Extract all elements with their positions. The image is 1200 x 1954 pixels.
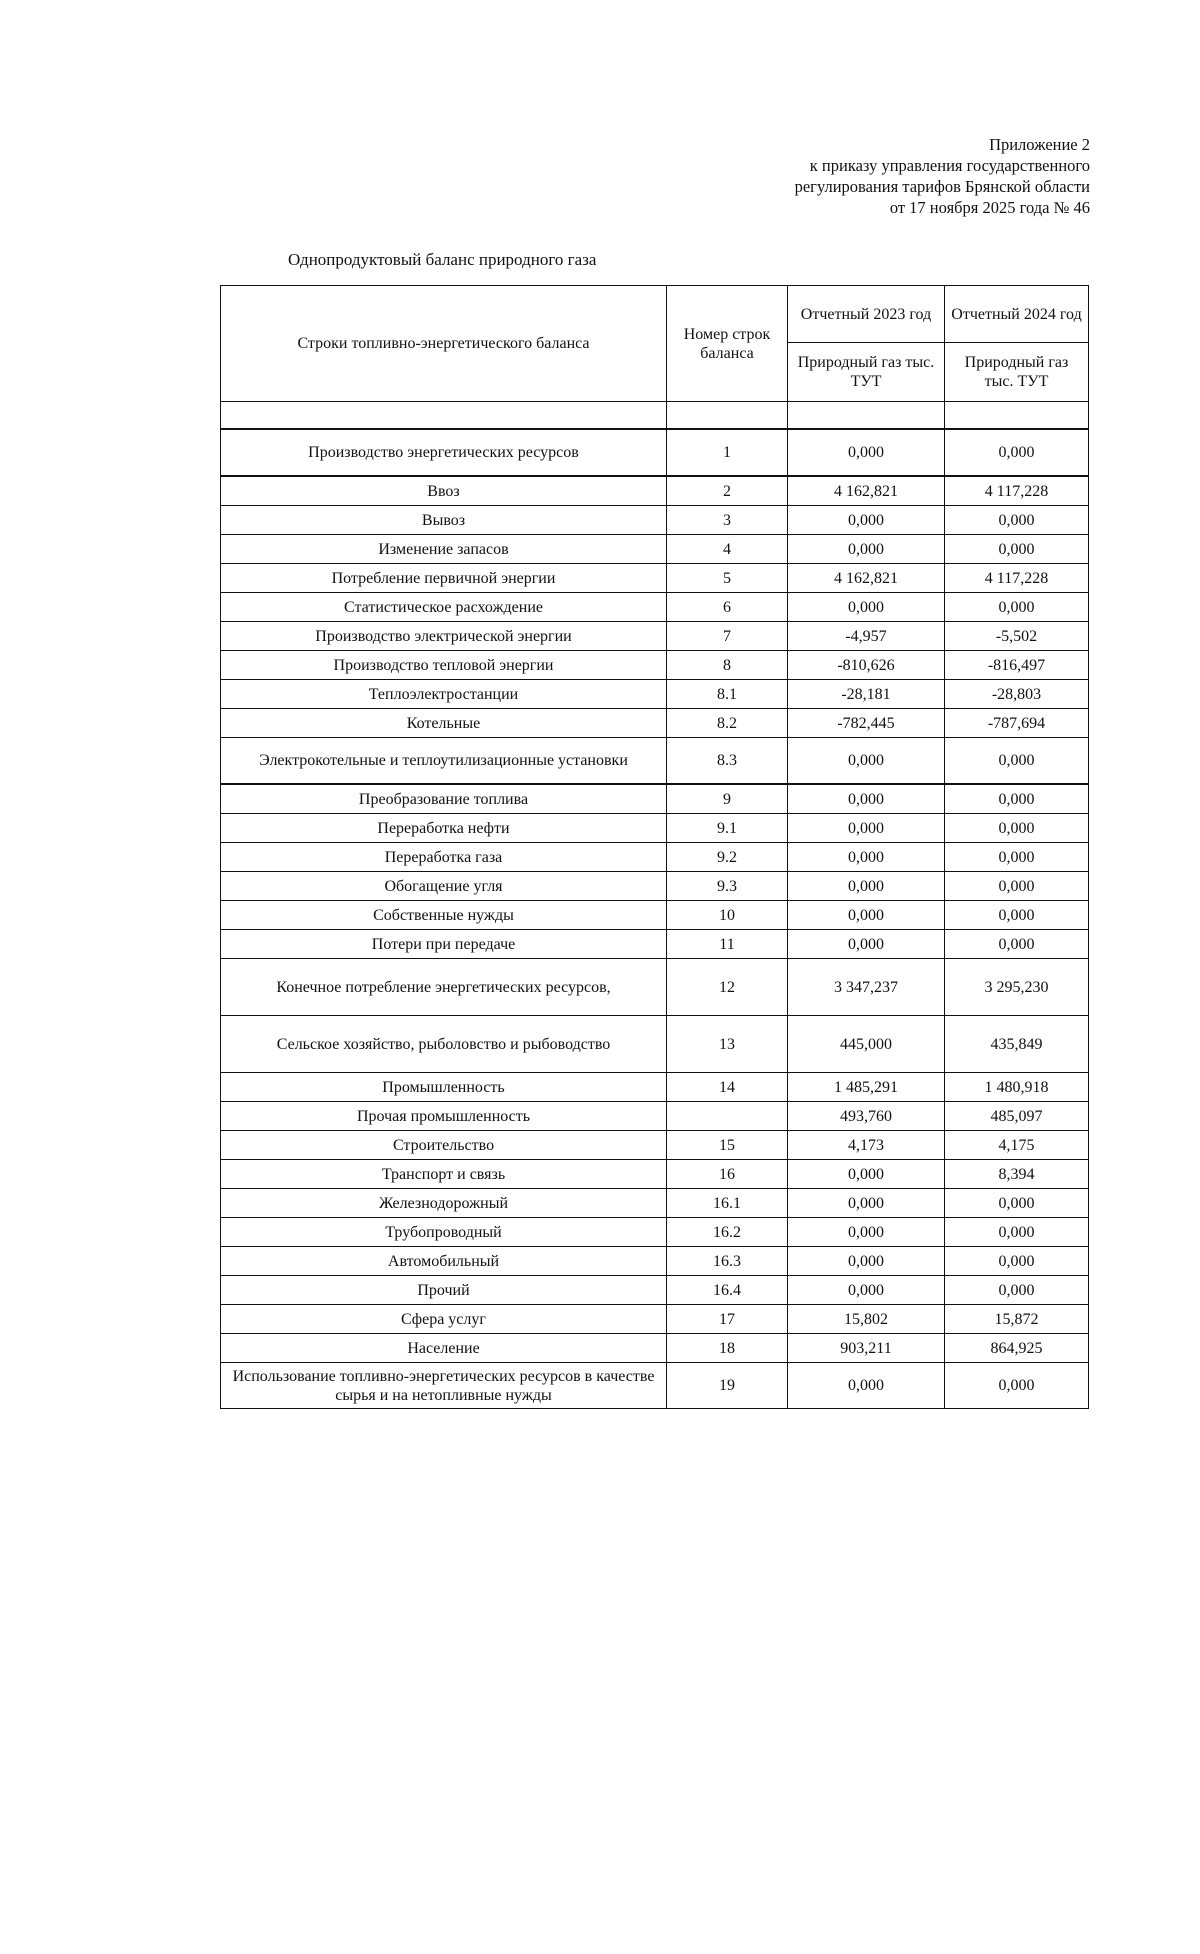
value-2024: 15,872	[945, 1305, 1089, 1334]
table-row	[221, 1016, 1089, 1073]
row-name: Автомобильный	[221, 1247, 667, 1276]
table-row	[221, 651, 1089, 680]
value-2024: 0,000	[945, 738, 1089, 785]
table-row	[221, 680, 1089, 709]
value-2024: 0,000	[945, 535, 1089, 564]
table-title: Однопродуктовый баланс природного газа	[288, 250, 597, 269]
value-2023: 0,000	[788, 1276, 945, 1305]
row-name: Железнодорожный	[221, 1189, 667, 1218]
table-row	[221, 1073, 1089, 1102]
row-name: Потребление первичной энергии	[221, 564, 667, 593]
column-header-rows: Строки топливно-энергетического баланса	[221, 286, 667, 402]
row-number: 8.3	[667, 738, 788, 785]
value-2024: 0,000	[945, 1189, 1089, 1218]
row-name: Собственные нужды	[221, 901, 667, 930]
value-2024: 0,000	[945, 1276, 1089, 1305]
table-row	[221, 1218, 1089, 1247]
row-number: 1	[667, 429, 788, 476]
value-2023: 0,000	[788, 901, 945, 930]
value-2024: 0,000	[945, 814, 1089, 843]
row-number: 9.2	[667, 843, 788, 872]
value-2024: 0,000	[945, 901, 1089, 930]
row-name: Статистическое расхождение	[221, 593, 667, 622]
row-number: 7	[667, 622, 788, 651]
table-row	[221, 901, 1089, 930]
column-subheader-2023: Природный газ тыс. ТУТ	[788, 343, 945, 402]
value-2023: 1 485,291	[788, 1073, 945, 1102]
header-line: к приказу управления государственного	[809, 156, 1090, 175]
row-number: 18	[667, 1334, 788, 1363]
row-name: Производство электрической энергии	[221, 622, 667, 651]
header-line: от 17 ноября 2025 года № 46	[889, 198, 1090, 217]
table-row	[221, 1363, 1089, 1409]
table-row	[221, 1131, 1089, 1160]
value-2023: -782,445	[788, 709, 945, 738]
row-number: 4	[667, 535, 788, 564]
value-2024: 0,000	[945, 930, 1089, 959]
row-name: Производство тепловой энергии	[221, 651, 667, 680]
row-name: Изменение запасов	[221, 535, 667, 564]
value-2024: 0,000	[945, 593, 1089, 622]
value-2023: 0,000	[788, 784, 945, 814]
row-number: 16	[667, 1160, 788, 1189]
value-2023: 903,211	[788, 1334, 945, 1363]
table-row	[221, 843, 1089, 872]
table-row	[221, 593, 1089, 622]
table-row	[221, 622, 1089, 651]
table-row	[221, 429, 1089, 476]
table-row	[221, 814, 1089, 843]
row-number	[667, 1102, 788, 1131]
row-number: 12	[667, 959, 788, 1016]
row-name: Использование топливно-энергетических ресурсов в качестве сырья и на нетопливные нужды	[221, 1363, 667, 1409]
value-2024: 435,849	[945, 1016, 1089, 1073]
balance-table	[220, 285, 1089, 1409]
row-number: 16.3	[667, 1247, 788, 1276]
value-2024: 0,000	[945, 1363, 1089, 1409]
value-2024: -816,497	[945, 651, 1089, 680]
value-2023: 0,000	[788, 593, 945, 622]
value-2023: 0,000	[788, 1363, 945, 1409]
table-row	[221, 1334, 1089, 1363]
value-2023: 4 162,821	[788, 564, 945, 593]
row-number: 2	[667, 476, 788, 506]
row-number: 13	[667, 1016, 788, 1073]
value-2024: -5,502	[945, 622, 1089, 651]
value-2023: -810,626	[788, 651, 945, 680]
row-number: 19	[667, 1363, 788, 1409]
column-header-2024: Отчетный 2024 год	[945, 286, 1089, 343]
row-name: Электрокотельные и теплоутилизационные установки	[221, 738, 667, 785]
value-2023: 0,000	[788, 429, 945, 476]
table-row	[221, 872, 1089, 901]
value-2024: 864,925	[945, 1334, 1089, 1363]
table-row	[221, 930, 1089, 959]
row-name: Потери при передаче	[221, 930, 667, 959]
value-2023: 0,000	[788, 1247, 945, 1276]
row-name: Преобразование топлива	[221, 784, 667, 814]
header-line: Приложение 2	[989, 135, 1090, 154]
row-name: Строительство	[221, 1131, 667, 1160]
row-number: 9.1	[667, 814, 788, 843]
row-number: 3	[667, 506, 788, 535]
table-row	[221, 738, 1089, 785]
value-2023: -28,181	[788, 680, 945, 709]
row-name: Транспорт и связь	[221, 1160, 667, 1189]
row-number: 10	[667, 901, 788, 930]
row-name: Котельные	[221, 709, 667, 738]
value-2023: 0,000	[788, 930, 945, 959]
table-row	[221, 784, 1089, 814]
row-number: 16.1	[667, 1189, 788, 1218]
row-number: 6	[667, 593, 788, 622]
value-2024: 0,000	[945, 784, 1089, 814]
value-2024: 485,097	[945, 1102, 1089, 1131]
value-2024: 8,394	[945, 1160, 1089, 1189]
column-header-number: Номер строк баланса	[667, 286, 788, 402]
value-2023: 0,000	[788, 814, 945, 843]
value-2024: 0,000	[945, 429, 1089, 476]
row-number: 14	[667, 1073, 788, 1102]
table-row	[221, 1102, 1089, 1131]
value-2023: -4,957	[788, 622, 945, 651]
value-2024: 0,000	[945, 1247, 1089, 1276]
column-header-2023: Отчетный 2023 год	[788, 286, 945, 343]
row-number: 16.4	[667, 1276, 788, 1305]
table-row	[221, 506, 1089, 535]
row-number: 15	[667, 1131, 788, 1160]
value-2023: 3 347,237	[788, 959, 945, 1016]
table-row	[221, 1276, 1089, 1305]
row-number: 9	[667, 784, 788, 814]
row-number: 16.2	[667, 1218, 788, 1247]
spacer-row	[221, 402, 1089, 430]
value-2023: 0,000	[788, 1160, 945, 1189]
value-2024: 4 117,228	[945, 476, 1089, 506]
value-2023: 0,000	[788, 506, 945, 535]
value-2023: 0,000	[788, 1189, 945, 1218]
table-row	[221, 564, 1089, 593]
value-2023: 0,000	[788, 535, 945, 564]
table-row	[221, 476, 1089, 506]
table-row	[221, 1305, 1089, 1334]
table-row	[221, 959, 1089, 1016]
value-2023: 0,000	[788, 843, 945, 872]
value-2023: 493,760	[788, 1102, 945, 1131]
table-row	[221, 709, 1089, 738]
row-number: 8	[667, 651, 788, 680]
row-name: Трубопроводный	[221, 1218, 667, 1247]
row-number: 8.2	[667, 709, 788, 738]
row-number: 8.1	[667, 680, 788, 709]
row-name: Производство энергетических ресурсов	[221, 429, 667, 476]
value-2024: -787,694	[945, 709, 1089, 738]
value-2023: 0,000	[788, 872, 945, 901]
value-2024: 4 117,228	[945, 564, 1089, 593]
value-2024: 0,000	[945, 843, 1089, 872]
value-2024: 0,000	[945, 506, 1089, 535]
document-header	[670, 134, 1090, 218]
value-2024: 0,000	[945, 1218, 1089, 1247]
value-2023: 0,000	[788, 1218, 945, 1247]
value-2024: -28,803	[945, 680, 1089, 709]
row-name: Переработка газа	[221, 843, 667, 872]
value-2023: 15,802	[788, 1305, 945, 1334]
value-2023: 4,173	[788, 1131, 945, 1160]
row-name: Конечное потребление энергетических ресурсов,	[221, 959, 667, 1016]
value-2024: 3 295,230	[945, 959, 1089, 1016]
value-2023: 445,000	[788, 1016, 945, 1073]
row-number: 5	[667, 564, 788, 593]
row-name: Сельское хозяйство, рыболовство и рыбоводство	[221, 1016, 667, 1073]
row-name: Прочая промышленность	[221, 1102, 667, 1131]
row-number: 17	[667, 1305, 788, 1334]
value-2024: 4,175	[945, 1131, 1089, 1160]
table-row	[221, 1160, 1089, 1189]
value-2024: 0,000	[945, 872, 1089, 901]
row-name: Сфера услуг	[221, 1305, 667, 1334]
table-row	[221, 1247, 1089, 1276]
header-line: регулирования тарифов Брянской области	[794, 177, 1090, 196]
row-name: Население	[221, 1334, 667, 1363]
row-name: Переработка нефти	[221, 814, 667, 843]
table-body	[221, 429, 1089, 1409]
table-row	[221, 1189, 1089, 1218]
value-2023: 0,000	[788, 738, 945, 785]
row-name: Вывоз	[221, 506, 667, 535]
row-name: Прочий	[221, 1276, 667, 1305]
row-name: Ввоз	[221, 476, 667, 506]
row-number: 9.3	[667, 872, 788, 901]
column-subheader-2024: Природный газ тыс. ТУТ	[945, 343, 1089, 402]
row-name: Обогащение угля	[221, 872, 667, 901]
value-2024: 1 480,918	[945, 1073, 1089, 1102]
row-name: Теплоэлектростанции	[221, 680, 667, 709]
row-name: Промышленность	[221, 1073, 667, 1102]
table-row	[221, 535, 1089, 564]
value-2023: 4 162,821	[788, 476, 945, 506]
row-number: 11	[667, 930, 788, 959]
